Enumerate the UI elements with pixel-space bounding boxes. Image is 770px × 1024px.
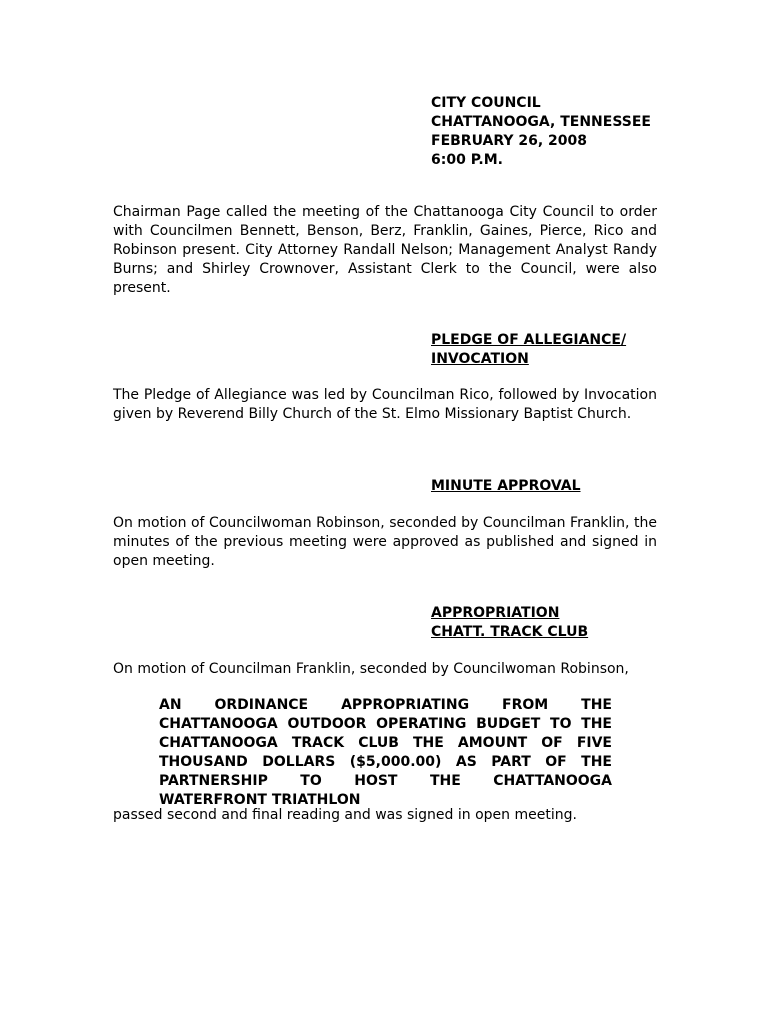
- appropriation-heading-line2: CHATT. TRACK CLUB: [431, 624, 589, 640]
- header-time: 6:00 P.M.: [431, 152, 503, 168]
- minute-approval-heading: [431, 477, 581, 496]
- pledge-heading-line2: INVOCATION: [431, 351, 529, 367]
- header-city: CHATTANOOGA, TENNESSEE: [431, 114, 651, 130]
- appropriation-closing: passed second and final reading and was signed in open meeting.: [113, 807, 577, 823]
- pledge-paragraph: The Pledge of Allegiance was led by Councilman Rico, followed by Invocation given by Reverend Billy Church of the St. Elmo Missionary Baptist Church.: [113, 387, 657, 422]
- appropriation-motion: On motion of Councilman Franklin, seconded by Councilwoman Robinson,: [113, 661, 629, 677]
- appropriation-heading-line1: APPROPRIATION: [431, 605, 560, 621]
- pledge-heading: [431, 331, 626, 369]
- header-council: CITY COUNCIL: [431, 95, 541, 111]
- ordinance-title: AN ORDINANCE APPROPRIATING FROM THE CHATTANOOGA OUTDOOR OPERATING BUDGET TO THE CHATTANOOGA TRACK CLUB THE AMOUNT OF FIVE THOUSAND DOLLARS ($5,000.00) AS PART OF THE PARTNERSHIP TO HOST THE CHATTANOOGA WATERFRONT TRIATHLON: [159, 697, 612, 808]
- pledge-heading-line1: PLEDGE OF ALLEGIANCE/: [431, 332, 627, 348]
- opening-paragraph: Chairman Page called the meeting of the Chattanooga City Council to order with Councilmen Bennett, Benson, Berz, Franklin, Gaines, Pierce, Rico and Robinson present. City Attorney Randall Nelson; Management Analyst Randy Burns; and Shirley Crownover, Assistant Clerk to the Council, were also present.: [113, 204, 657, 296]
- minutes-paragraph: On motion of Councilwoman Robinson, seconded by Councilman Franklin, the minutes of the previous meeting were approved as published and signed in open meeting.: [113, 515, 657, 569]
- appropriation-heading: [431, 604, 588, 642]
- header-date: FEBRUARY 26, 2008: [431, 133, 588, 149]
- meeting-header: [431, 94, 651, 170]
- minute-approval-heading-text: MINUTE APPROVAL: [431, 478, 581, 494]
